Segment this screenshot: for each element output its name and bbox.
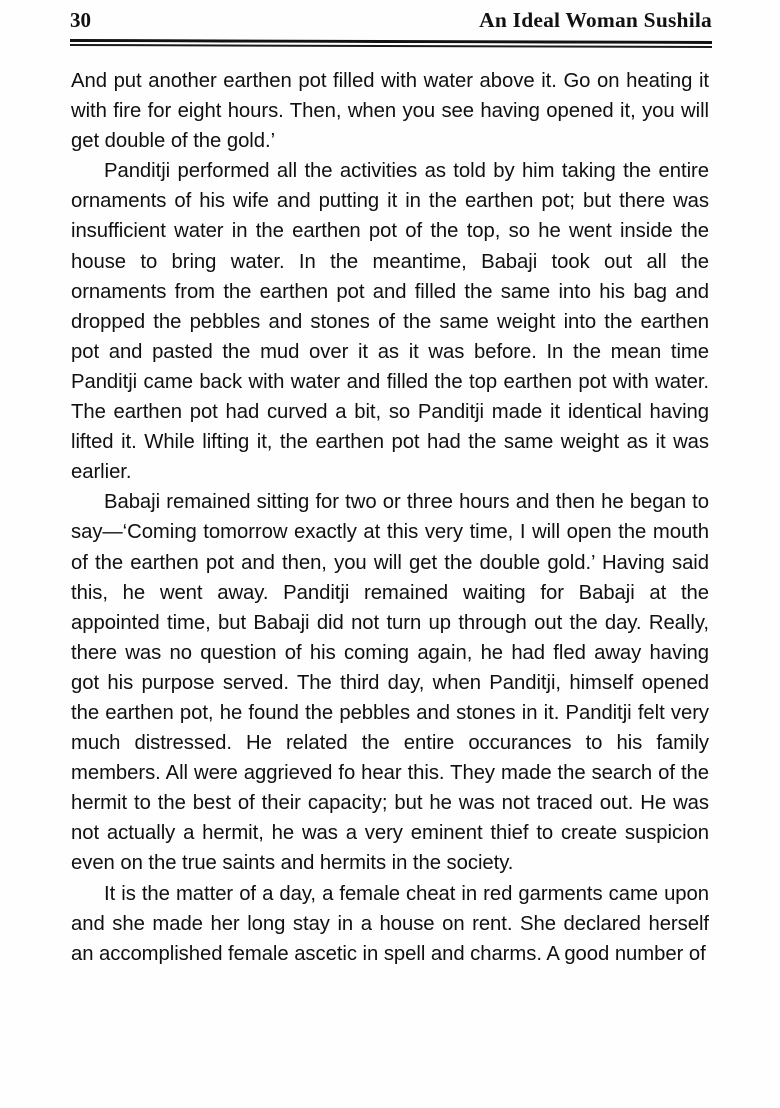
paragraph: It is the matter of a day, a female cheat in red garments came upon and she made her long stay in a house on rent. She declared herself an accomplished female ascetic in spell and charms. A good number of xyxy=(71,882,709,965)
body-text-column xyxy=(71,66,709,969)
paragraph: And put another earthen pot filled with water above it. Go on heating it with fire for eight hours. Then, when you see having opened it, you will get double of the gold.’ xyxy=(71,70,709,153)
page-number: 30 xyxy=(70,8,91,32)
header-divider-rule xyxy=(70,39,712,50)
running-head xyxy=(70,8,712,36)
running-head-title: An Ideal Woman Sushila xyxy=(479,8,712,32)
paragraph: Babaji remained sitting for two or three hours and then he began to say—‘Coming tomorrow exactly at this very time, I will open the mouth of the earthen pot and then, you will get the double gold.’ Having said this, he went away. Panditji remained waiting for Babaji at the appointed time, but Babaji did not turn up through out the day. Really, there was no question of his coming again, he had fled away having got his purpose served. The third day, when Panditji, himself opened the earthen pot, he found the pebbles and stones in it. Panditji felt very much distressed. He related the entire occurances to his family members. All were aggrieved fo hear this. They made the search of the hermit to the best of their capacity; but he was not traced out. He was not actually a hermit, he was a very eminent thief to create suspicion even on the true saints and hermits in the society. xyxy=(71,491,709,875)
paragraph: Panditji performed all the activities as told by him taking the entire ornaments of his wife and putting it in the earthen pot; but there was insufficient water in the earthen pot of the top, so he went inside the house to bring water. In the meantime, Babaji took out all the ornaments from the earthen pot and filled the same into his bag and dropped the pebbles and stones of the same weight into the earthen pot and pasted the mud over it as it was before. In the mean time Panditji came back with water and filled the top earthen pot with water. The earthen pot had curved a bit, so Panditji made it identical having lifted it. While lifting it, the earthen pot had the same weight as it was earlier. xyxy=(71,160,709,484)
